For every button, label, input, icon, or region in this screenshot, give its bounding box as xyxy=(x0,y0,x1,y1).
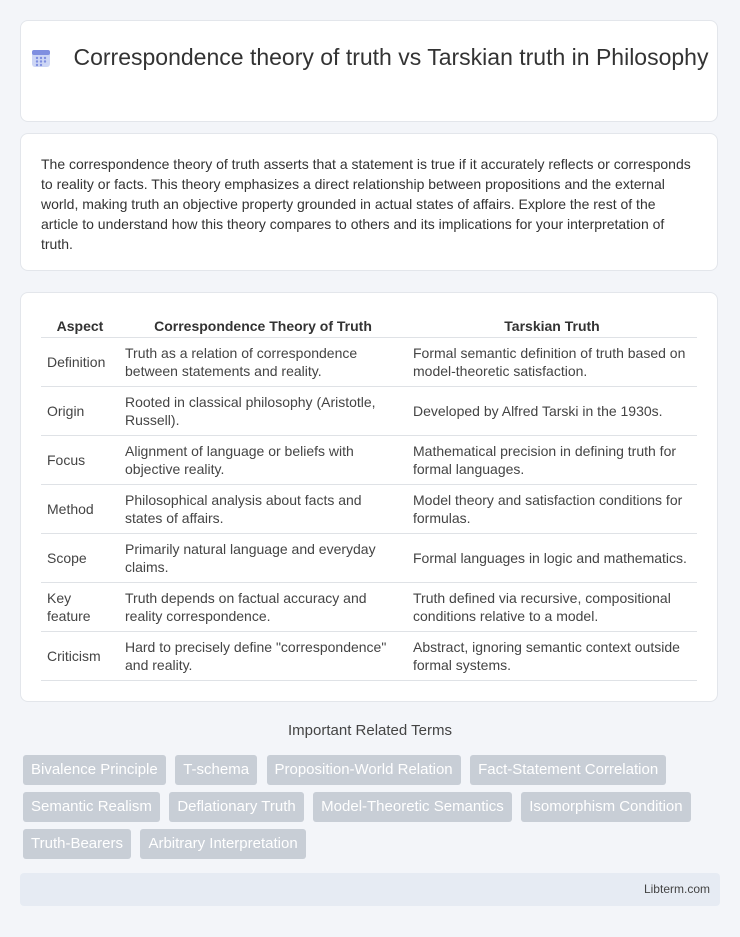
page-title: Correspondence theory of truth vs Tarskian truth in Philosophy xyxy=(73,44,709,70)
related-term-tag[interactable]: Proposition-World Relation xyxy=(267,755,461,785)
row-correspondence: Alignment of language or beliefs with objective reality. xyxy=(119,436,407,485)
table-header-row xyxy=(41,315,697,338)
row-correspondence: Truth as a relation of correspondence between statements and reality. xyxy=(119,338,407,387)
page-title-container xyxy=(21,43,717,72)
row-correspondence: Rooted in classical philosophy (Aristotle, Russell). xyxy=(119,387,407,436)
related-term-tag[interactable]: Semantic Realism xyxy=(23,792,160,822)
related-term-tag[interactable]: Fact-Statement Correlation xyxy=(470,755,666,785)
row-aspect: Key feature xyxy=(41,583,119,632)
footer-brand-link[interactable]: Libterm.com xyxy=(643,882,710,896)
table-row xyxy=(41,387,697,436)
row-aspect: Scope xyxy=(41,534,119,583)
row-aspect: Criticism xyxy=(41,632,119,681)
intro-paragraph: The correspondence theory of truth asserts that a statement is true if it accurately reflects or corresponds to reality or facts. This theory emphasizes a direct relationship between propositions and the external world, making truth an objective property grounded in actual states of affairs. Explore the rest of the article to understand how this theory compares to others and its implications for your interpretation of truth. xyxy=(41,156,691,252)
related-term-tag[interactable]: Truth-Bearers xyxy=(23,829,131,859)
related-terms-list xyxy=(23,755,703,866)
row-tarskian: Formal languages in logic and mathematics. xyxy=(407,534,697,583)
comparison-card xyxy=(20,292,718,702)
table-row xyxy=(41,436,697,485)
row-correspondence: Truth depends on factual accuracy and reality correspondence. xyxy=(119,583,407,632)
related-term-tag[interactable]: T-schema xyxy=(175,755,257,785)
row-tarskian: Truth defined via recursive, compositional conditions relative to a model. xyxy=(407,583,697,632)
row-tarskian: Formal semantic definition of truth based on model-theoretic satisfaction. xyxy=(407,338,697,387)
header-correspondence: Correspondence Theory of Truth xyxy=(119,315,407,338)
table-row xyxy=(41,485,697,534)
row-aspect: Method xyxy=(41,485,119,534)
related-term-tag[interactable]: Isomorphism Condition xyxy=(521,792,690,822)
related-terms-title: Important Related Terms xyxy=(288,722,452,739)
row-correspondence: Philosophical analysis about facts and states of affairs. xyxy=(119,485,407,534)
header-card xyxy=(20,20,718,122)
footer xyxy=(20,873,720,906)
row-aspect: Definition xyxy=(41,338,119,387)
table-row xyxy=(41,338,697,387)
row-correspondence: Hard to precisely define "correspondence" and reality. xyxy=(119,632,407,681)
row-tarskian: Abstract, ignoring semantic context outside formal systems. xyxy=(407,632,697,681)
header-aspect: Aspect xyxy=(41,315,119,338)
related-term-tag[interactable]: Deflationary Truth xyxy=(169,792,303,822)
row-tarskian: Mathematical precision in defining truth for formal languages. xyxy=(407,436,697,485)
row-tarskian: Developed by Alfred Tarski in the 1930s. xyxy=(407,387,697,436)
table-row xyxy=(41,534,697,583)
table-row xyxy=(41,583,697,632)
comparison-table xyxy=(41,315,697,681)
row-aspect: Origin xyxy=(41,387,119,436)
calendar-icon xyxy=(30,47,52,69)
related-term-tag[interactable]: Arbitrary Interpretation xyxy=(140,829,305,859)
table-row xyxy=(41,632,697,681)
related-term-tag[interactable]: Model-Theoretic Semantics xyxy=(313,792,512,822)
row-aspect: Focus xyxy=(41,436,119,485)
row-tarskian: Model theory and satisfaction conditions for formulas. xyxy=(407,485,697,534)
row-correspondence: Primarily natural language and everyday claims. xyxy=(119,534,407,583)
header-tarskian: Tarskian Truth xyxy=(407,315,697,338)
intro-card xyxy=(20,133,718,271)
related-term-tag[interactable]: Bivalence Principle xyxy=(23,755,166,785)
